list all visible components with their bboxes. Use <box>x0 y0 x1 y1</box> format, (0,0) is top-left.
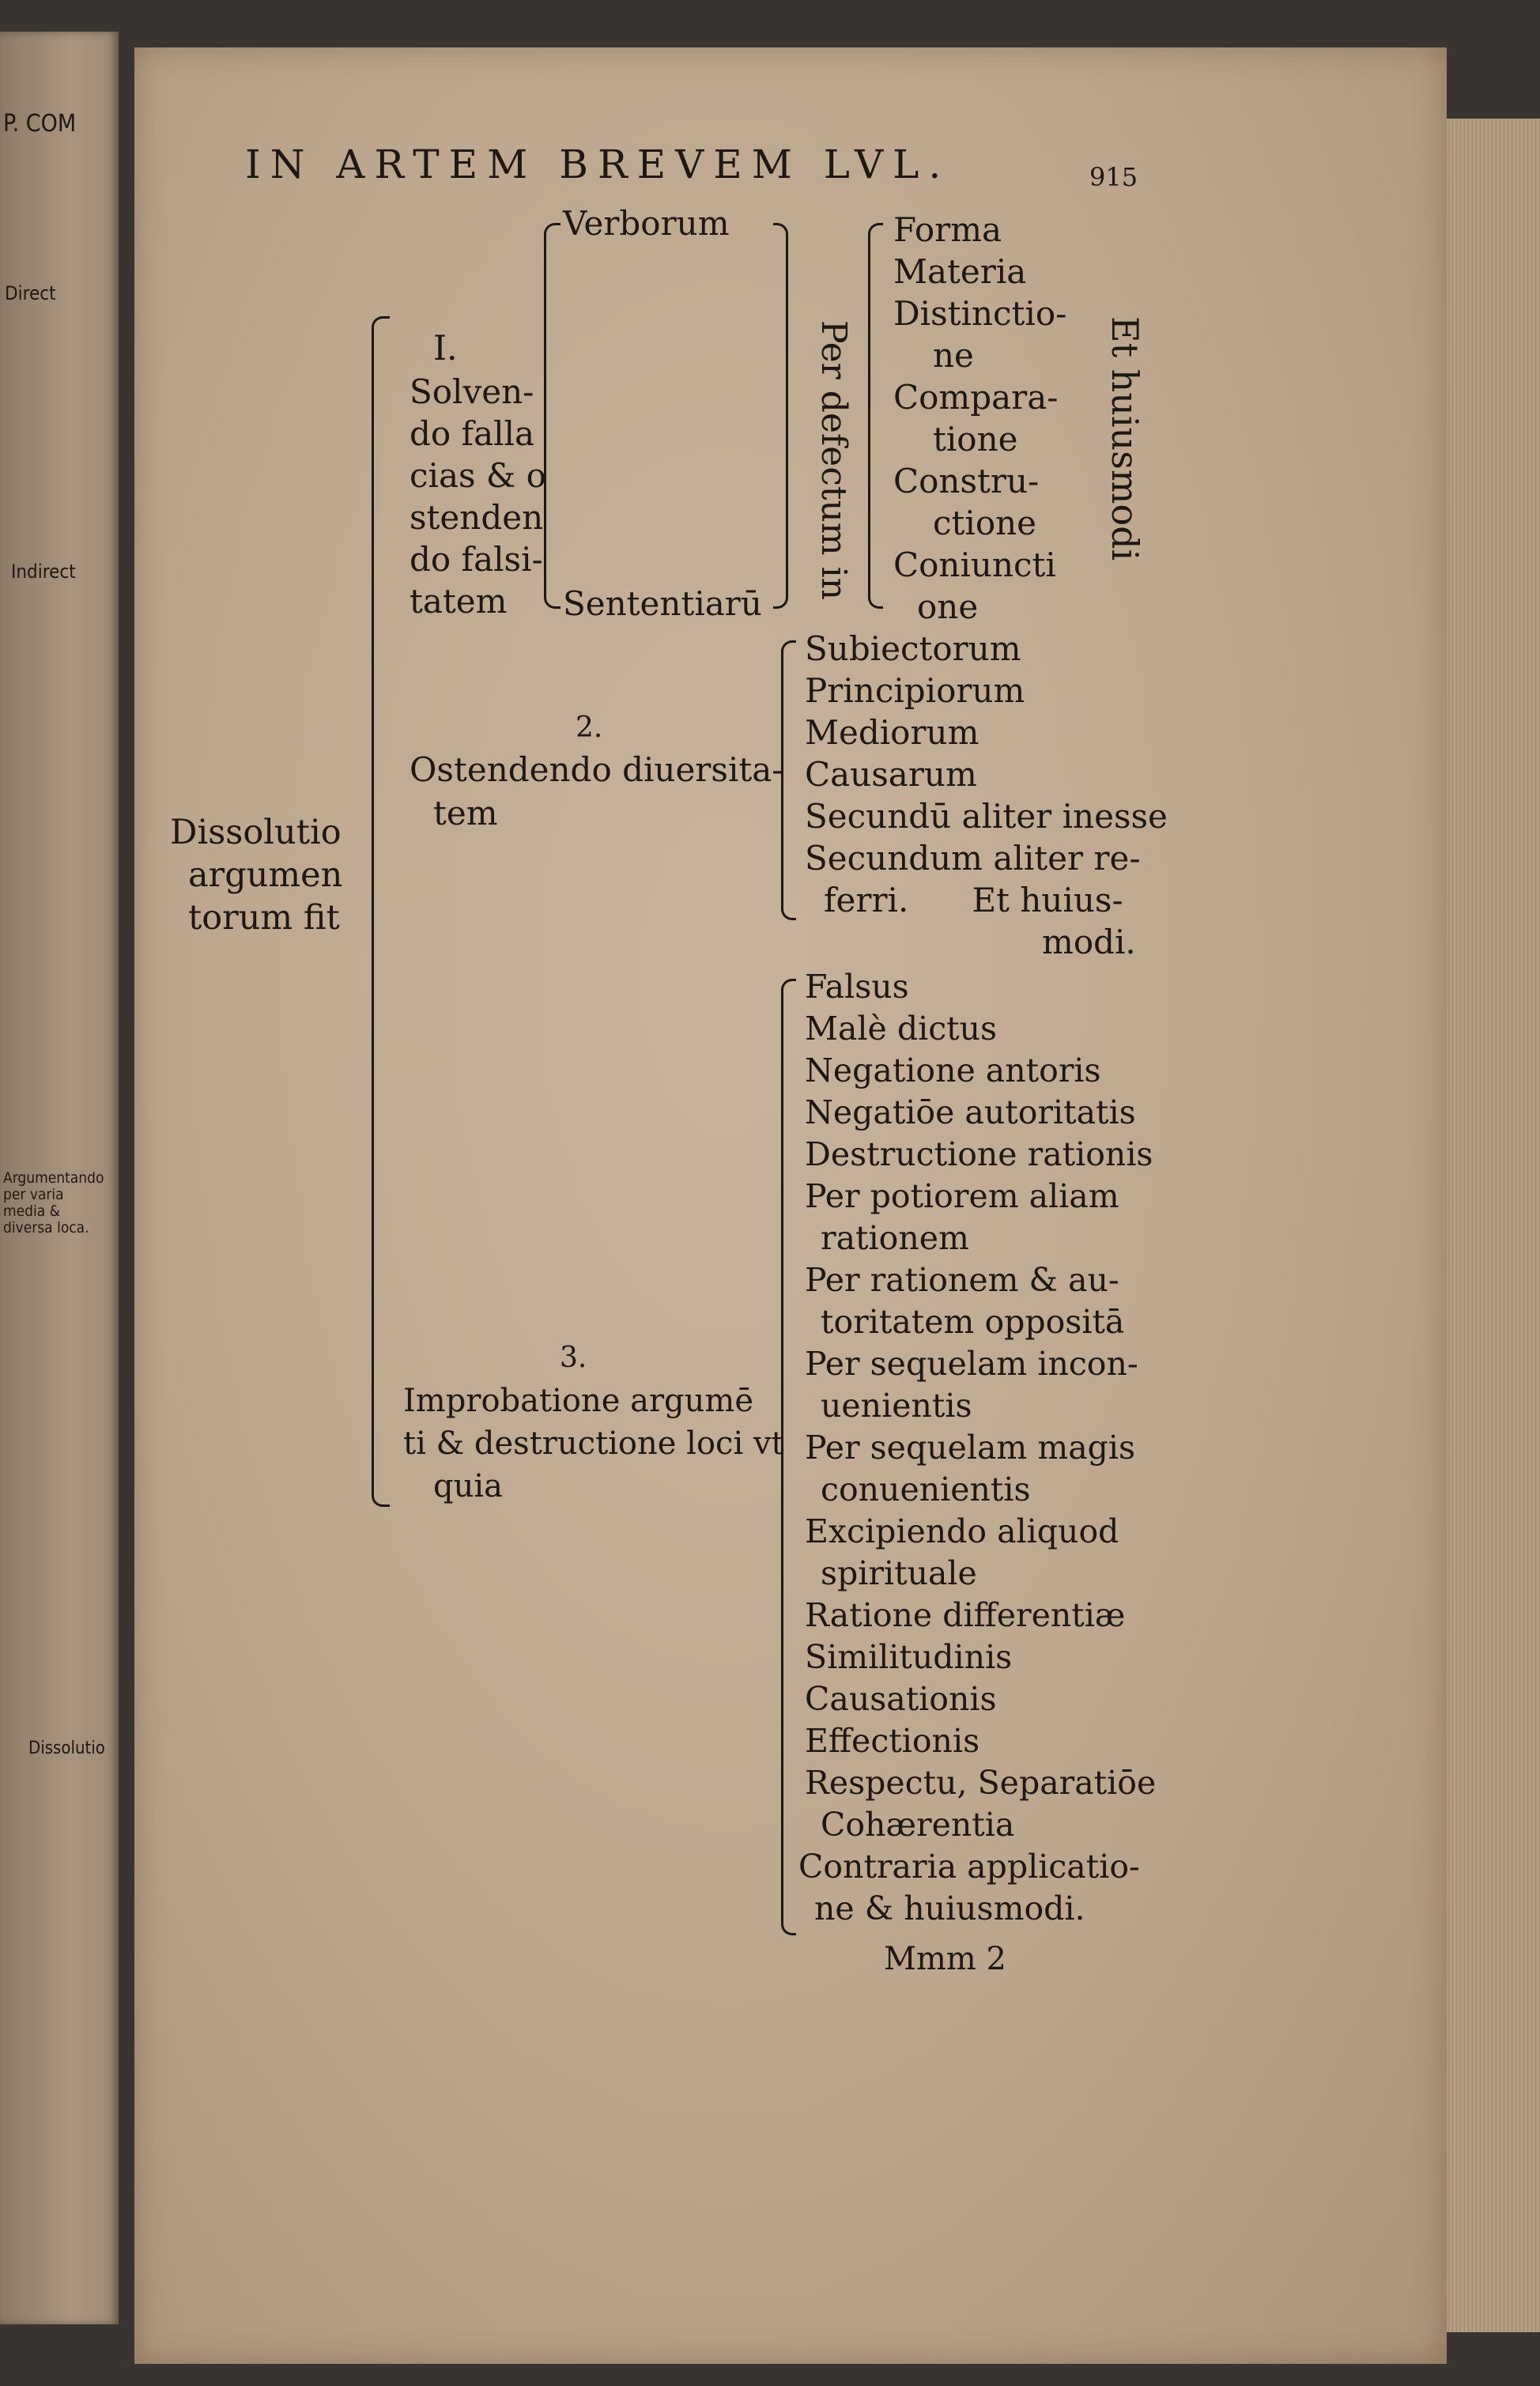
item: Per potiorem aliam <box>805 1177 1119 1215</box>
item-referri-et-huius: ferri. Et huius- <box>824 881 1123 919</box>
item: Per sequelam magis <box>805 1429 1136 1467</box>
item: Per sequelam incon- <box>805 1345 1138 1383</box>
item: toritatem oppositā <box>821 1303 1125 1341</box>
branch-line: quia <box>433 1468 504 1504</box>
branch-line: do falsi- <box>410 540 543 579</box>
item: uenientis <box>821 1387 972 1425</box>
item: rationem <box>821 1219 969 1257</box>
items-brace-1 <box>868 223 883 609</box>
item-causarum: Causarum <box>805 755 977 794</box>
branch-line: tatem <box>410 582 508 621</box>
previous-page-edge <box>0 32 119 2324</box>
per-defectum-label: Per defectum in <box>813 320 854 600</box>
merge-brace-1 <box>773 223 788 609</box>
item: Contraria applicatio- <box>798 1848 1140 1886</box>
item: Excipiendo aliquod <box>805 1512 1119 1550</box>
item: Destructione rationis <box>805 1135 1153 1173</box>
item: conuenientis <box>821 1470 1031 1508</box>
branch-line: Solven- <box>410 372 534 411</box>
item-materia: Materia <box>893 252 1027 291</box>
item: Negatiōe autoritatis <box>805 1093 1136 1131</box>
item-forma: Forma <box>893 210 1002 249</box>
branch-line: tem <box>433 794 498 832</box>
item-principiorum: Principiorum <box>805 671 1025 710</box>
sub-verborum: Verborum <box>563 204 730 243</box>
margin-note-indirect: Indirect <box>11 561 76 583</box>
folio-number: 915 <box>1089 162 1138 192</box>
item: Falsus <box>805 968 909 1006</box>
branch-number: 2. <box>576 712 603 744</box>
item-comparatione: Compara- <box>893 378 1059 417</box>
branch-line: stenden <box>410 498 544 537</box>
item: Ratione differentiæ <box>805 1596 1126 1634</box>
item: Negatione antoris <box>805 1051 1101 1089</box>
margin-note-direct: Direct <box>5 282 56 304</box>
item-secundum-referri: Secundum aliter re- <box>805 839 1141 878</box>
item: Cohærentia <box>821 1806 1015 1844</box>
root-line: argumen <box>188 855 343 895</box>
item-constructione-cont: ctione <box>933 504 1037 542</box>
root-brace <box>372 316 390 1507</box>
sub-sententiarum: Sententiarū <box>563 584 762 623</box>
item-comparatione-cont: tione <box>933 420 1018 459</box>
items-brace-2 <box>781 640 796 920</box>
item-mediorum: Mediorum <box>805 713 979 752</box>
root-line: torum fit <box>188 898 340 938</box>
item: Similitudinis <box>805 1638 1013 1676</box>
branch-line: do falla <box>410 414 535 453</box>
et-huiusmodi-vertical: Et huiusmodi <box>1104 316 1146 561</box>
branch-line: Improbatione argumē <box>403 1383 754 1419</box>
branch-number: I. <box>433 329 458 368</box>
item-subiectorum: Subiectorum <box>805 629 1021 668</box>
item: Causationis <box>805 1680 997 1718</box>
margin-note-com: P. COM <box>3 110 77 138</box>
item: Per rationem & au- <box>805 1261 1119 1299</box>
root-line: Dissolutio <box>170 813 342 852</box>
item-coniunctione-cont: one <box>917 587 979 626</box>
branch-line: cias & o <box>410 456 546 495</box>
item: spirituale <box>821 1554 977 1592</box>
margin-note-argumentando: Argumentando per varia media & diversa loca. <box>3 1169 104 1236</box>
item-distinctione: Distinctio- <box>893 294 1067 333</box>
item: Effectionis <box>805 1722 980 1760</box>
items-brace-3 <box>781 979 796 1935</box>
branch-number: 3. <box>560 1342 587 1374</box>
item: Malè dictus <box>805 1010 998 1048</box>
sub-brace-1 <box>544 223 561 609</box>
margin-note-dissolutio: Dissolutio <box>28 1739 105 1758</box>
item-constructione: Constru- <box>893 462 1040 500</box>
item-coniunctione: Coniuncti <box>893 546 1056 584</box>
running-title: IN ARTEM BREVEM LVL. <box>245 142 951 187</box>
page-block-edge <box>1447 119 1540 2332</box>
item: ne & huiusmodi. <box>814 1890 1085 1927</box>
item: Respectu, Separatiōe <box>805 1764 1157 1802</box>
branch-line: ti & destructione loci vt <box>403 1425 784 1462</box>
item-modi: modi. <box>1042 923 1136 961</box>
signature-mark: Mmm 2 <box>884 1941 1006 1977</box>
branch-line: Ostendendo diuersita- <box>410 750 783 789</box>
item-secundum-inesse: Secundū aliter inesse <box>805 797 1168 836</box>
item-distinctione-cont: ne <box>933 336 974 375</box>
